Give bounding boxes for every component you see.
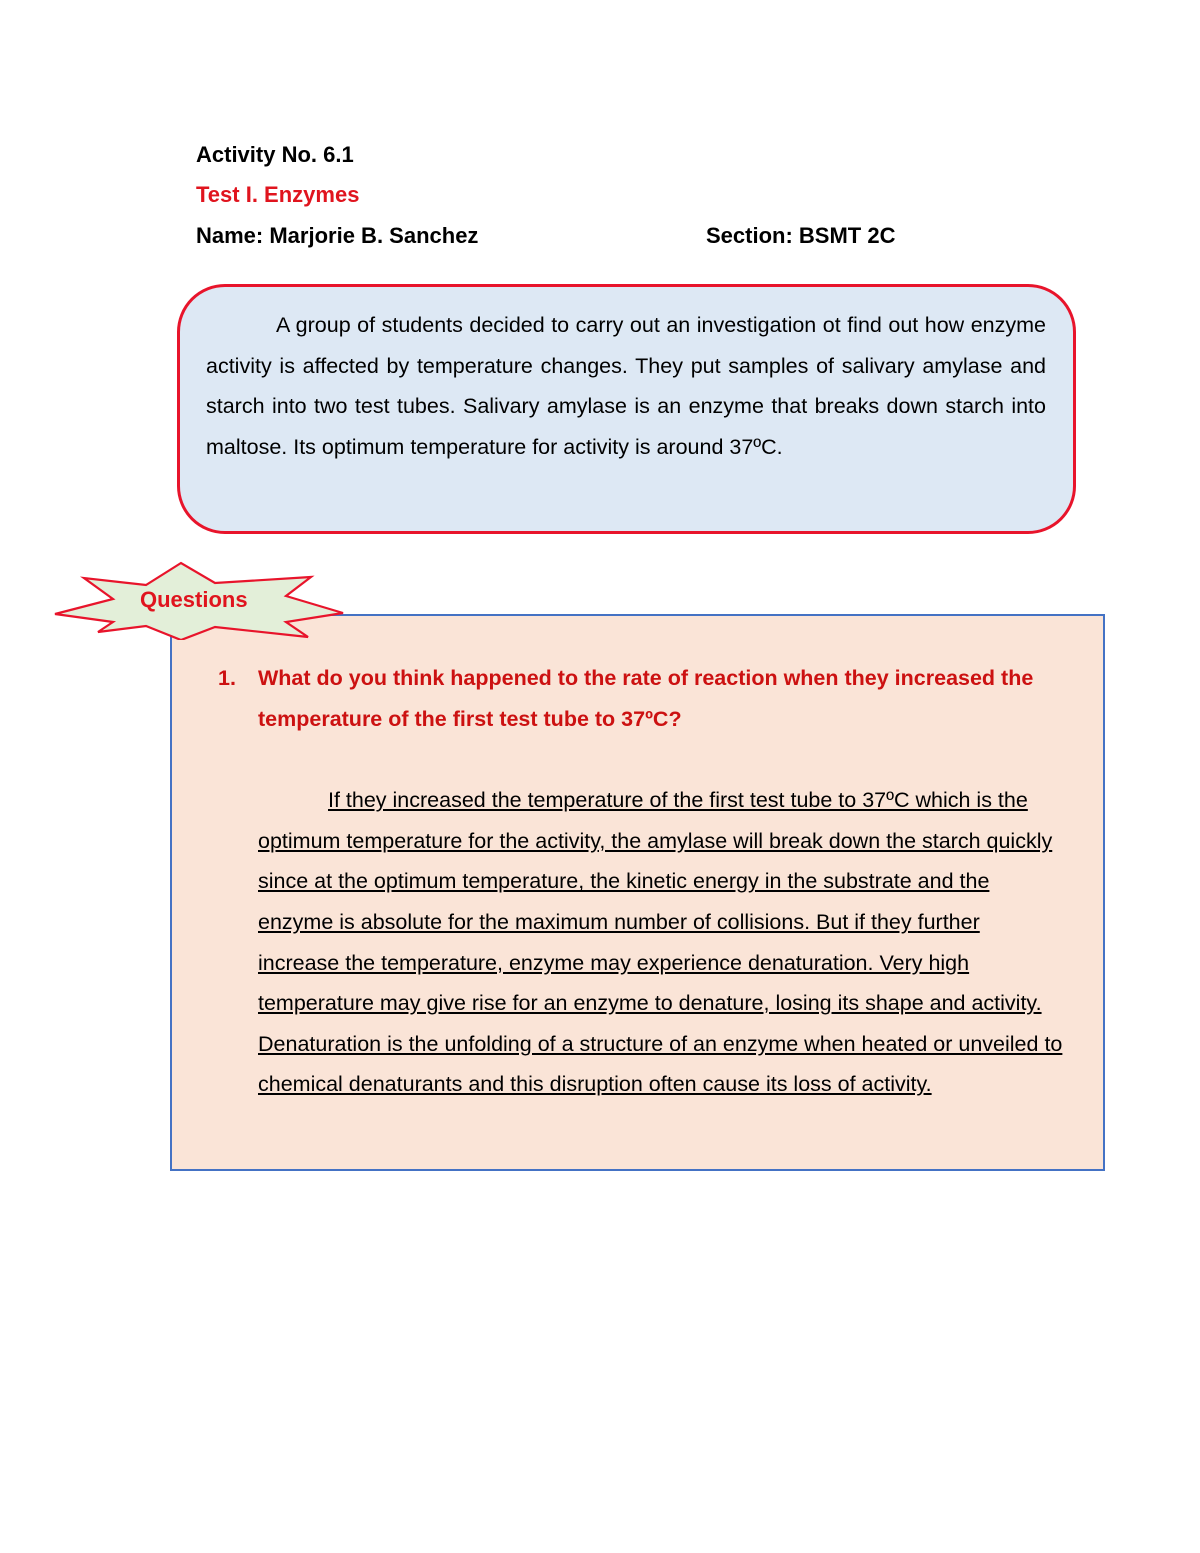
question-1 <box>218 658 1065 739</box>
questions-label: Questions <box>140 587 248 612</box>
question-number: 1. <box>218 666 236 690</box>
test-title: Test I. Enzymes <box>196 182 360 207</box>
student-section: Section: BSMT 2C <box>706 223 896 248</box>
scenario-text: A group of students decided to carry out an investigation ot find out how enzyme activity is affected by temperature changes. They put samples of salivary amylase and starch into two test tubes. Salivary amylase is an enzyme that breaks down starch into maltose. Its optimum temperature for activity is around 37ºC. <box>206 313 1046 459</box>
question-text: What do you think happened to the rate of reaction when they increased the temperature of the first test tube to 37ºC? <box>258 666 1034 731</box>
activity-title: Activity No. 6.1 <box>196 142 354 167</box>
questions-box <box>170 614 1105 1171</box>
scenario-box <box>177 284 1076 534</box>
student-name: Name: Marjorie B. Sanchez <box>196 223 479 248</box>
answer-text: If they increased the temperature of the first test tube to 37ºC which is the optimum temperature for the activity, the amylase will break down the starch quickly since at the optimum temperature, the kinetic energy in the substrate and the enzyme is absolute for the maximum number of collisions. But if they further increase the temperature, enzyme may experience denaturation. Very high temperature may give rise for an enzyme to denature, losing its shape and activity. Denaturation is the unfolding of a structure of an enzyme when heated or unveiled to chemical denaturants and this disruption often cause its loss of activity. <box>258 788 1063 1097</box>
